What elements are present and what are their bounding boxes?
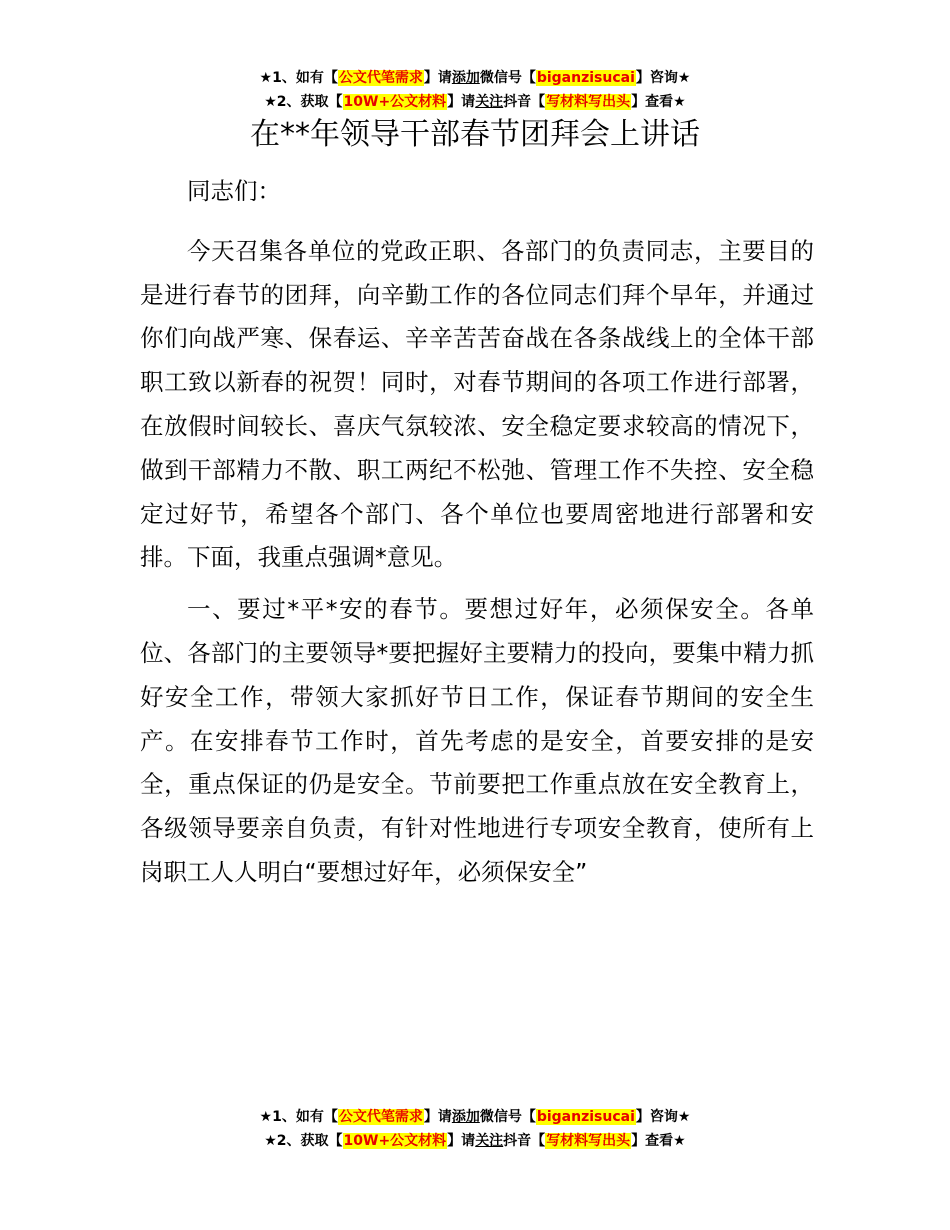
banner-text: 】请 [423, 70, 452, 86]
banner-text: ★1、如有【 [259, 70, 338, 86]
banner-text: 微信号【 [479, 1109, 536, 1125]
banner-line-2 [0, 90, 950, 114]
body-paragraph: 今天召集各单位的党政正职、各部门的负责同志，主要目的是进行春节的团拜，向辛勤工作的各位同志们拜个早年，并通过你们向战严寒、保春运、辛辛苦苦奋战在各条战线上的全体干部职工致以新春的祝贺！同时，对春节期间的各项工作进行部署，在放假时间较长、喜庆气氛较浓、安全稳定要求较高的情况下，做到干部精力不散、职工两纪不松弛、管理工作不失控、安全稳定过好节，希望各个部门、各个单位也要周密地进行部署和安排。下面，我重点强调*意见。 [140, 236, 814, 572]
banner-underlined-text: 添加 [451, 1109, 480, 1125]
highlight-service: 公文代笔需求 [338, 1109, 423, 1125]
banner-line-1 [0, 1105, 950, 1129]
banner-underlined-text: 关注 [475, 1133, 504, 1149]
highlight-materials: 10W+公文材料 [343, 1133, 447, 1149]
highlight-service: 公文代笔需求 [338, 70, 423, 86]
banner-text: 】查看★ [631, 94, 686, 110]
banner-text: 抖音【 [503, 1133, 546, 1149]
body-paragraph: 一、要过*平*安的春节。要想过好年，必须保安全。各单位、各部门的主要领导*要把握好主要精力的投向，要集中精力抓好安全工作，带领大家抓好节日工作，保证春节期间的安全生产。在安排春节工作时，首先考虑的是安全，首要安排的是安全，重点保证的仍是安全。节前要把工作重点放在安全教育上，各级领导要亲自负责，有针对性地进行专项安全教育，使所有上岗职工人人明白“要想过好年，必须保安全” [140, 595, 814, 886]
banner-text: 】咨询★ [635, 70, 691, 86]
highlight-wechat-id: biganzisucai [536, 70, 635, 86]
banner-line-2 [0, 1129, 950, 1153]
banner-text: ★2、获取【 [264, 1133, 343, 1149]
banner-text: 】查看★ [631, 1133, 686, 1149]
banner-underlined-text: 添加 [451, 70, 480, 86]
header-banner [0, 66, 950, 114]
document-body [140, 170, 814, 903]
highlight-douyin-account: 写材料写出头 [546, 1133, 631, 1149]
banner-text: ★1、如有【 [259, 1109, 338, 1125]
highlight-douyin-account: 写材料写出头 [546, 94, 631, 110]
banner-text: 】咨询★ [635, 1109, 691, 1125]
highlight-materials: 10W+公文材料 [343, 94, 447, 110]
banner-text: 】请 [447, 1133, 476, 1149]
banner-text: 】请 [423, 1109, 452, 1125]
banner-underlined-text: 关注 [475, 94, 504, 110]
banner-line-1 [0, 66, 950, 90]
document-title: 在**年领导干部春节团拜会上讲话 [250, 117, 700, 152]
banner-text: 】请 [447, 94, 476, 110]
salutation: 同志们： [187, 177, 281, 205]
highlight-wechat-id: biganzisucai [536, 1109, 635, 1125]
footer-banner [0, 1105, 950, 1153]
banner-text: 抖音【 [503, 94, 546, 110]
banner-text: ★2、获取【 [264, 94, 343, 110]
banner-text: 微信号【 [479, 70, 536, 86]
